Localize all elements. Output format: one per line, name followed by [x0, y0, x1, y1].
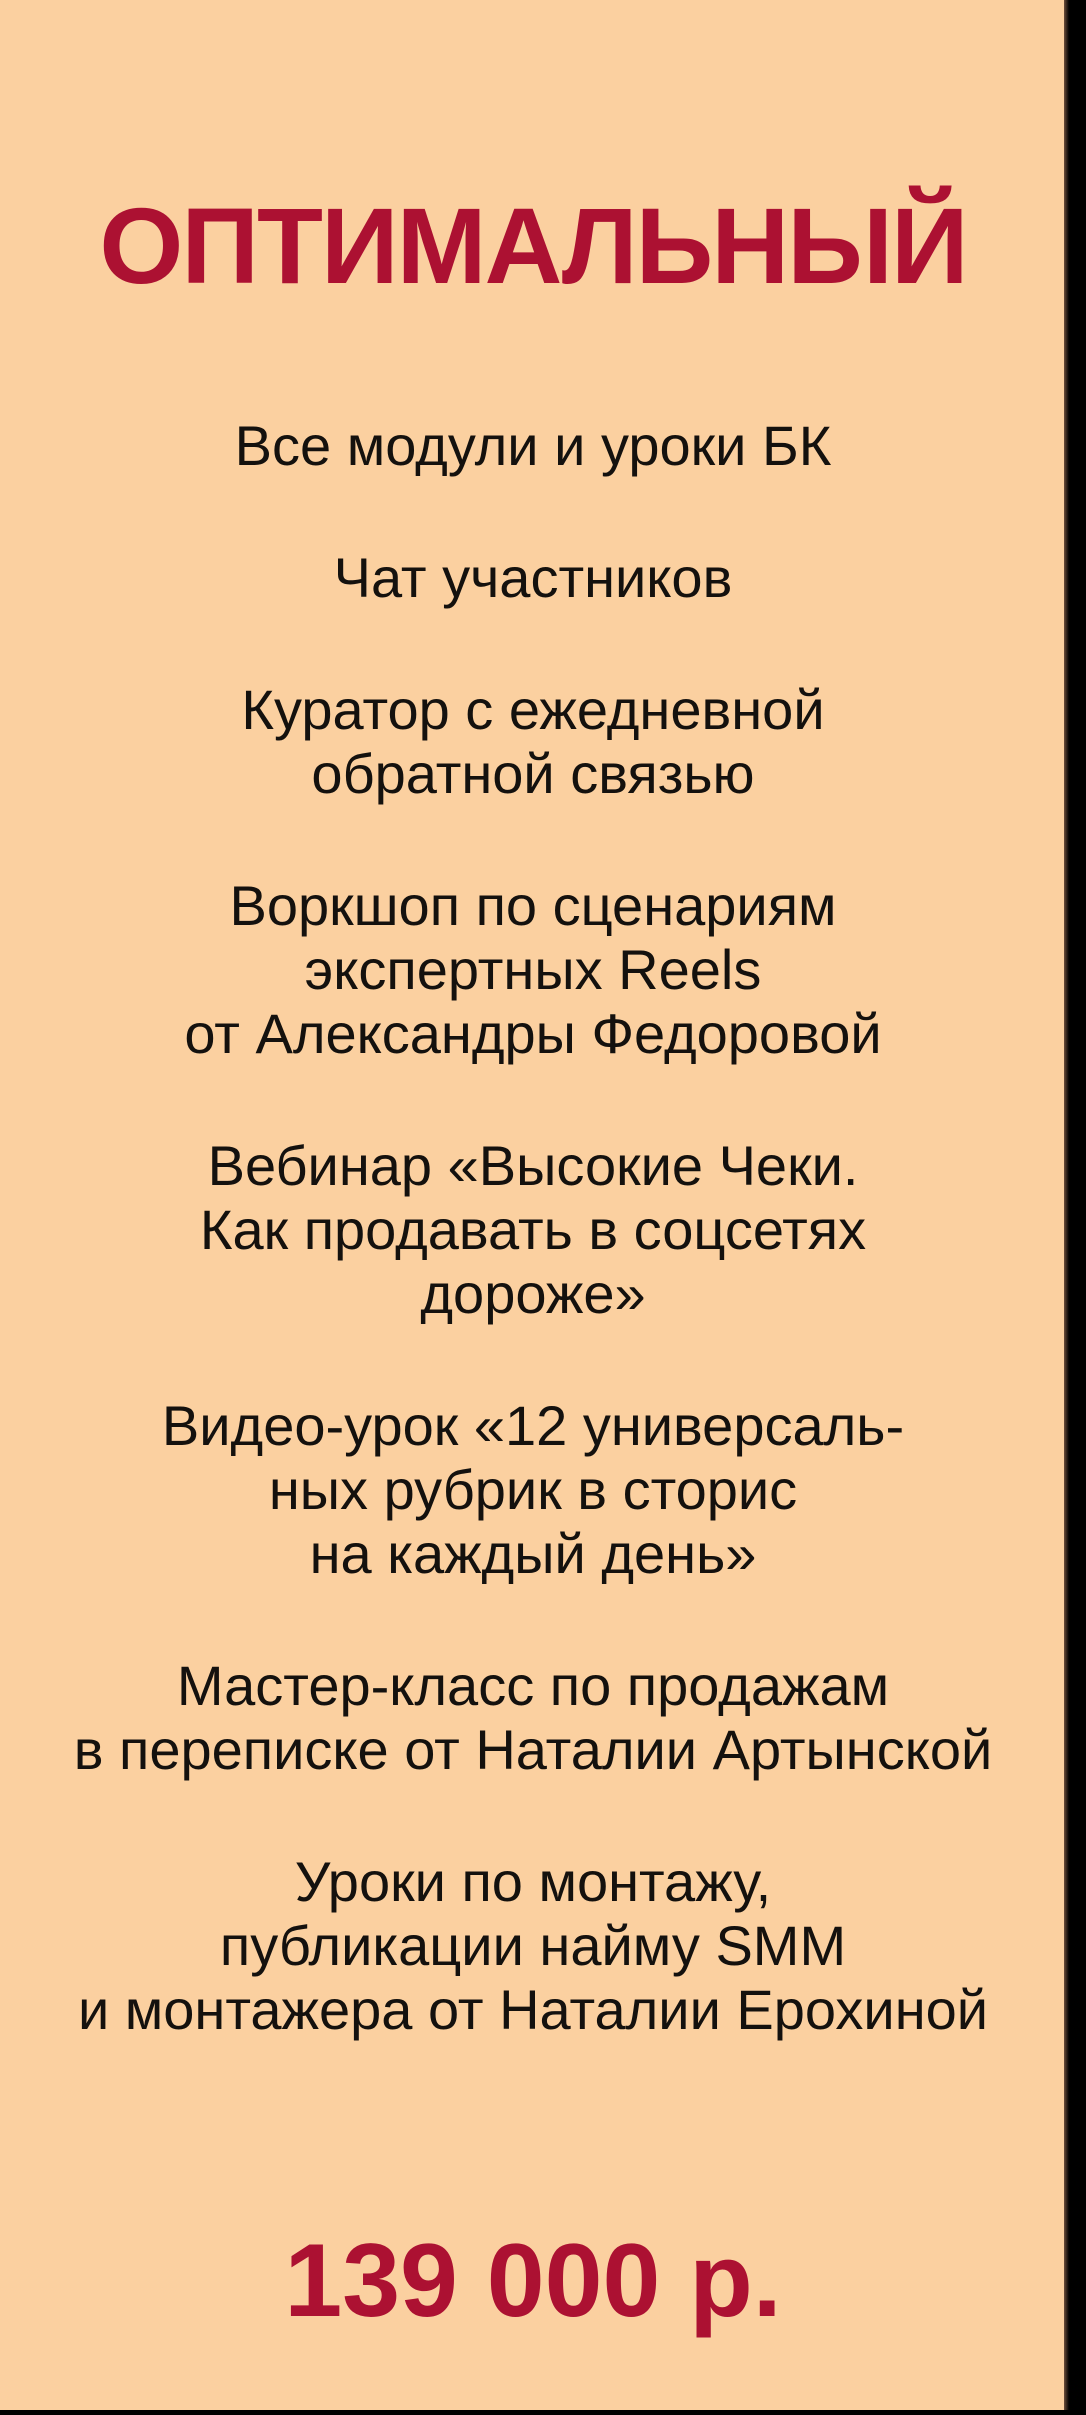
feature-line: на каждый день» — [309, 1522, 757, 1585]
feature-line: Воркшоп по сценариям — [229, 874, 837, 937]
feature-line: дороже» — [420, 1262, 646, 1325]
feature-line: экспертных Reels — [304, 938, 762, 1001]
feature-line: в переписке от Наталии Артынской — [73, 1718, 993, 1781]
feature-line: Все модули и уроки БК — [234, 414, 832, 477]
feature-list — [0, 414, 1066, 2042]
feature-line: Куратор с ежедневной — [241, 678, 825, 741]
feature-line: обратной связью — [311, 742, 755, 805]
feature-item — [0, 546, 1066, 610]
right-edge-bar — [1064, 0, 1086, 2415]
feature-item — [0, 678, 1066, 806]
feature-item — [0, 1654, 1066, 1782]
feature-item — [0, 1134, 1066, 1326]
feature-line: Мастер-класс по продажам — [176, 1654, 890, 1717]
feature-line: ных рубрик в сторис — [268, 1458, 798, 1521]
feature-line: Вебинар «Высокие Чеки. — [207, 1134, 859, 1197]
feature-line: публикации найму SMM — [219, 1914, 847, 1977]
feature-line: и монтажера от Наталии Ерохиной — [77, 1978, 989, 2041]
feature-line: Чат участников — [333, 546, 733, 609]
feature-item — [0, 1394, 1066, 1586]
feature-line: Уроки по монтажу, — [294, 1850, 772, 1913]
plan-title: ОПТИМАЛЬНЫЙ — [99, 185, 967, 306]
bottom-edge-bar — [0, 2410, 1086, 2415]
price-label: 139 000 р. — [284, 2223, 782, 2339]
feature-line: Видео-урок «12 универсаль- — [161, 1394, 905, 1457]
feature-item — [0, 414, 1066, 478]
feature-item — [0, 1850, 1066, 2042]
feature-line: от Александры Федоровой — [184, 1002, 882, 1065]
feature-item — [0, 874, 1066, 1066]
feature-line: Как продавать в соцсетях — [199, 1198, 867, 1261]
